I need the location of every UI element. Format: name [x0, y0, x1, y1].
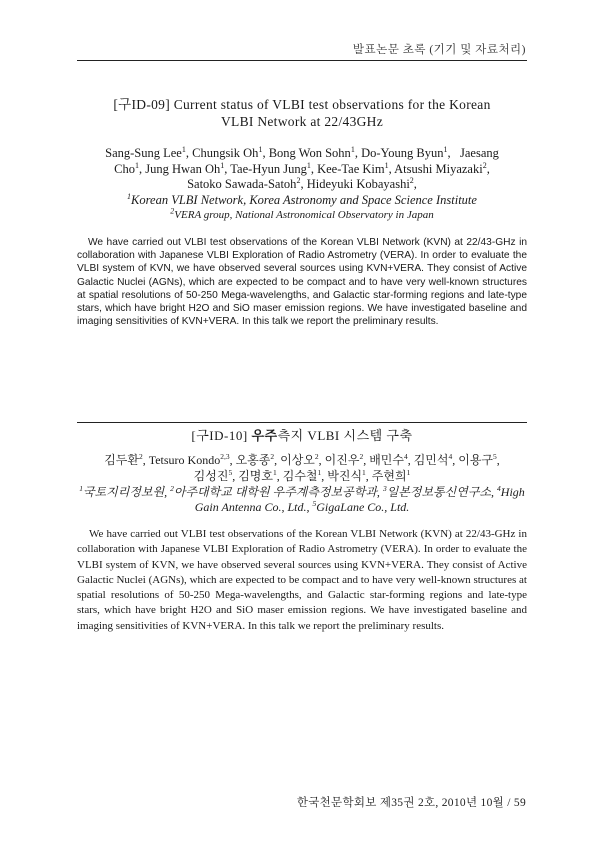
- author-separator: ,: [185, 146, 193, 160]
- author-separator: ,: [354, 146, 362, 160]
- author-name: 오홍종: [235, 453, 271, 467]
- author-separator: ,: [413, 177, 417, 191]
- author-affiliation-marker: 1: [350, 144, 355, 154]
- author-affiliation-marker: 1: [306, 160, 311, 170]
- paper2-abstract: We have carried out VLBI test observations of the Korean VLBI Network (KVN) at 22/43-GHz in collaboration with Japanese VLBI Exploration of Radio Astrometry (VERA). In order to evaluate the VLBI system of KVN, we have observed several sources using KVN+VERA. They consist of Active Galactic Nuclei (AGNs), which are expected to be compact and to have very well-known structures at spatial resolutions of 50-250 Mega-wavelengths, and Galactic star-forming regions and late-type stars, which have bright H2O and SiO maser emission regions. We have investigated baseline and imaging sensitivities of KVN+VERA. In this talk we report the preliminary results.: [77, 528, 527, 632]
- section-rule: [77, 422, 527, 423]
- author-separator: ,: [139, 161, 146, 176]
- paper1-abstract: We have carried out VLBI test observations of the Korean VLBI Network (KVN) at 22/43-GHz in collaboration with Japanese VLBI Exploration of Radio Astrometry (VERA). In order to evaluate the VLBI system of KVN, we have observed several sources using KVN+VERA. They consist of Active Galactic Nuclei (AGNs), which are expected to be compact and to have very well-known structures at spatial resolutions of 50-250 Mega-wavelengths, and Galactic star-forming regions and late-type stars, which have bright H2O and SiO maser emission regions. We have investigated baseline and imaging sensitivities of KVN+VERA. In this talk we report the preliminary results.: [77, 237, 527, 328]
- author-name: 김성진: [193, 468, 229, 483]
- author-affiliation-marker: 2: [359, 452, 364, 461]
- author-affiliation-marker: 2: [270, 452, 275, 461]
- paper2-authors-line1: [77, 453, 527, 469]
- header-rule: [77, 60, 527, 61]
- author-name: Jung Hwan Oh: [145, 161, 221, 176]
- running-head: 발표논문 초록 (기기 및 자료처리): [352, 44, 526, 56]
- page-footer: 한국천문학회보 제35권 2호, 2010년 10월 / 59: [296, 797, 526, 809]
- author-affiliation-marker: 2,3: [220, 452, 230, 461]
- author-separator: ,: [496, 453, 500, 467]
- author-name: Sang-Sung Lee: [105, 146, 182, 160]
- author-separator: ,: [310, 161, 318, 176]
- author-separator: ,: [274, 453, 281, 467]
- author-separator: ,: [318, 453, 325, 467]
- author-separator: ,: [447, 146, 460, 160]
- author-name: 김두환: [104, 453, 139, 467]
- author-separator: ,: [365, 468, 372, 483]
- affiliation-text: High: [500, 484, 525, 499]
- author-name: 김민석: [413, 453, 449, 467]
- affiliation-marker: 1: [127, 191, 132, 201]
- author-separator: ,: [321, 468, 328, 483]
- author-affiliation-marker: 1: [317, 467, 322, 477]
- paper2-affiliation-line2: [77, 500, 527, 516]
- author-affiliation-marker: 5: [493, 452, 497, 461]
- paper1-affiliation-2: [77, 208, 527, 224]
- author-affiliation-marker: 1: [384, 160, 389, 170]
- affiliation-text: 일본정보통신연구소,: [386, 484, 498, 499]
- author-name: Hideyuki Kobayashi: [306, 177, 410, 191]
- paper2-title: [77, 427, 527, 444]
- affiliation-marker: 5: [312, 499, 317, 509]
- author-affiliation-marker: 1: [272, 467, 277, 477]
- author-separator: ,: [229, 453, 236, 467]
- paper1-title: [77, 96, 527, 130]
- author-name: Tetsuro Kondo: [148, 453, 221, 467]
- author-name: Chungsik Oh: [192, 146, 259, 160]
- affiliation-text: 국토지리정보원,: [82, 484, 171, 499]
- author-separator: ,: [452, 453, 459, 467]
- paper2-title-bold: 우주: [251, 428, 278, 443]
- author-name: Bong Won Sohn: [268, 146, 351, 160]
- author-affiliation-marker: 2: [314, 452, 319, 461]
- author-name: 주현희: [371, 468, 407, 483]
- author-name: Satoko Sawada-Satoh: [187, 177, 297, 191]
- paper1-authors: [77, 146, 527, 224]
- author-name: Kee-Tae Kim: [317, 161, 385, 176]
- paper2-title-rest: 측지 VLBI 시스템 구축: [277, 428, 413, 443]
- paper2-title-prefix: [구ID-10]: [191, 428, 252, 443]
- affiliation-marker: 2: [170, 206, 175, 216]
- author-affiliation-marker: 2: [409, 175, 414, 185]
- paper2-authors: [77, 453, 527, 516]
- author-name: 김수철: [282, 468, 318, 483]
- affiliation-text: Gain Antenna Co., Ltd.,: [194, 500, 313, 515]
- paper1-affiliation-1: [77, 193, 527, 209]
- affiliation-marker: 2: [170, 483, 174, 493]
- author-affiliation-marker: 1: [362, 467, 366, 477]
- author-name: 이상오: [280, 453, 315, 467]
- author-affiliation-marker: 1: [135, 160, 140, 170]
- author-affiliation-marker: 2: [138, 452, 143, 461]
- author-affiliation-marker: 4: [403, 452, 408, 461]
- affiliation-text: Korean VLBI Network, Korea Astronomy and Space Science Institute: [131, 192, 477, 207]
- affiliation-marker: 4: [497, 483, 501, 493]
- author-name: Do-Young Byun: [361, 146, 444, 160]
- author-separator: ,: [300, 177, 307, 191]
- author-separator: ,: [262, 146, 269, 160]
- paper1-title-line2: VLBI Network at 22/43GHz: [220, 114, 384, 129]
- paper1-authors-line1: [77, 146, 527, 162]
- paper1-title-line1: [구ID-09] Current status of VLBI test observations for the Korean: [113, 97, 491, 112]
- author-separator: ,: [363, 453, 370, 467]
- author-name: Tae-Hyun Jung: [230, 161, 307, 176]
- author-separator: ,: [232, 468, 239, 483]
- author-name: Cho: [114, 161, 136, 176]
- author-name: 박진식: [327, 468, 363, 483]
- affiliation-marker: 3: [382, 483, 387, 493]
- author-affiliation-marker: 1: [220, 160, 225, 170]
- affiliation-text: VERA group, National Astronomical Observatory in Japan: [174, 209, 434, 221]
- author-name: 배민수: [369, 453, 404, 467]
- paper2-authors-line2: [77, 469, 527, 485]
- author-separator: ,: [486, 161, 490, 176]
- affiliation-text: GigaLane Co., Ltd.: [316, 500, 410, 515]
- paper1-authors-line2: [77, 162, 527, 178]
- author-affiliation-marker: 1: [181, 144, 186, 154]
- author-name: Jaesang: [460, 146, 499, 160]
- affiliation-text: 아주대학교 대학원 우주계측정보공학과,: [173, 484, 383, 499]
- author-affiliation-marker: 1: [258, 144, 263, 154]
- author-separator: ,: [142, 453, 149, 467]
- affiliation-marker: 1: [79, 483, 83, 493]
- author-affiliation-marker: 2: [296, 175, 301, 185]
- author-separator: ,: [388, 161, 395, 176]
- author-separator: ,: [224, 161, 231, 176]
- author-affiliation-marker: 1: [406, 467, 411, 477]
- author-name: Atsushi Miyazaki: [394, 161, 483, 176]
- author-separator: ,: [276, 468, 283, 483]
- paper1-authors-line3: [77, 177, 527, 193]
- author-name: 이용구: [458, 453, 494, 467]
- author-affiliation-marker: 4: [448, 452, 453, 461]
- author-name: 김명호: [238, 468, 273, 483]
- author-affiliation-marker: 1: [443, 144, 448, 154]
- author-affiliation-marker: 5: [228, 467, 233, 477]
- author-affiliation-marker: 2: [482, 160, 487, 170]
- paper2-affiliation-line1: [77, 485, 527, 501]
- author-separator: ,: [407, 453, 414, 467]
- author-name: 이진우: [324, 453, 360, 467]
